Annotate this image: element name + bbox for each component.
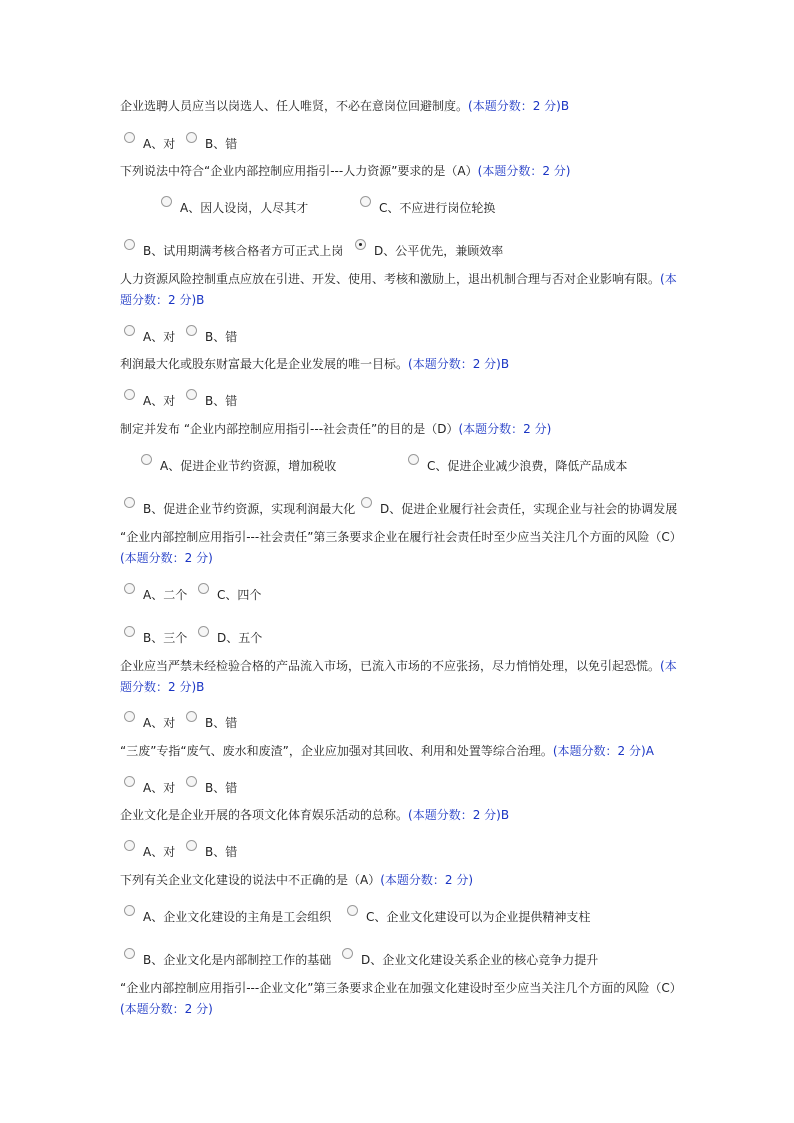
option-q4-a[interactable] — [124, 392, 175, 408]
option-q3-a[interactable] — [124, 328, 175, 344]
option-label: B、错 — [205, 844, 238, 859]
question-text: 下列说法中符合“企业内部控制应用指引---人力资源”要求的是（A） — [120, 164, 478, 178]
radio-icon[interactable] — [342, 948, 353, 959]
radio-icon[interactable] — [124, 325, 135, 336]
question-score: (本题分数：2 分) — [380, 873, 474, 887]
option-label: D、促进企业履行社会责任，实现企业与社会的协调发展 — [380, 501, 678, 516]
question-text: 利润最大化或股东财富最大化是企业发展的唯一目标。 — [120, 357, 409, 371]
question-10 — [120, 870, 680, 891]
option-label: C、促进企业减少浪费，降低产品成本 — [427, 458, 628, 473]
radio-icon[interactable] — [124, 389, 135, 400]
radio-icon[interactable] — [124, 132, 135, 143]
question-4 — [120, 354, 680, 375]
option-q2-d[interactable] — [355, 242, 503, 258]
question-7 — [120, 656, 680, 698]
option-label: C、企业文化建设可以为企业提供精神支柱 — [366, 909, 591, 924]
radio-icon[interactable] — [161, 196, 172, 207]
question-9 — [120, 805, 680, 826]
option-q8-b[interactable] — [186, 779, 237, 795]
question-score: (本题分数：2 分)B — [120, 659, 677, 694]
option-q6-a[interactable] — [124, 586, 187, 602]
option-label: B、促进企业节约资源，实现利润最大化 — [143, 501, 356, 516]
option-label: A、对 — [143, 715, 176, 730]
option-q9-a[interactable] — [124, 843, 175, 859]
question-score: (本题分数：2 分)B — [408, 357, 510, 371]
option-label: B、错 — [205, 329, 238, 344]
option-q8-a[interactable] — [124, 779, 175, 795]
option-q5-a[interactable] — [141, 457, 336, 473]
radio-icon[interactable] — [361, 497, 372, 508]
radio-icon[interactable] — [198, 583, 209, 594]
radio-icon[interactable] — [360, 196, 371, 207]
radio-icon[interactable] — [186, 776, 197, 787]
radio-icon[interactable] — [347, 905, 358, 916]
question-text: “企业内部控制应用指引---社会责任”第三条要求企业在履行社会责任时至少应当关注几个方面的风险（C） — [120, 530, 682, 544]
option-q4-b[interactable] — [186, 392, 237, 408]
option-q6-d[interactable] — [198, 629, 262, 645]
option-label: A、对 — [143, 329, 176, 344]
option-q9-b[interactable] — [186, 843, 237, 859]
option-label: C、不应进行岗位轮换 — [379, 200, 496, 215]
radio-icon[interactable] — [186, 840, 197, 851]
radio-selected-icon[interactable] — [355, 239, 366, 250]
radio-icon[interactable] — [124, 776, 135, 787]
question-text: 人力资源风险控制重点应放在引进、开发、使用、考核和激励上，退出机制合理与否对企业影响有限。 — [120, 272, 661, 286]
option-label: B、企业文化是内部制控工作的基础 — [143, 952, 332, 967]
question-score: (本题分数：2 分) — [477, 164, 571, 178]
option-q10-c[interactable] — [347, 908, 590, 924]
option-label: B、错 — [205, 715, 238, 730]
radio-icon[interactable] — [198, 626, 209, 637]
radio-icon[interactable] — [186, 325, 197, 336]
question-11 — [120, 978, 680, 1020]
option-q5-d[interactable] — [361, 500, 677, 516]
option-q5-b[interactable] — [124, 500, 355, 516]
radio-icon[interactable] — [186, 389, 197, 400]
option-label: D、公平优先，兼顾效率 — [374, 243, 504, 258]
option-label: A、对 — [143, 136, 176, 151]
question-score: (本题分数：2 分) — [458, 422, 552, 436]
option-q6-c[interactable] — [198, 586, 261, 602]
question-score: (本题分数：2 分)B — [468, 99, 570, 113]
question-3 — [120, 269, 680, 311]
option-label: C、四个 — [217, 587, 262, 602]
radio-icon[interactable] — [408, 454, 419, 465]
radio-icon[interactable] — [124, 583, 135, 594]
option-label: A、二个 — [143, 587, 188, 602]
option-q7-b[interactable] — [186, 714, 237, 730]
question-6 — [120, 527, 680, 569]
option-q2-c[interactable] — [360, 199, 495, 215]
option-label: B、错 — [205, 393, 238, 408]
question-text: 企业文化是企业开展的各项文化体育娱乐活动的总称。 — [120, 808, 409, 822]
radio-icon[interactable] — [124, 905, 135, 916]
option-label: B、三个 — [143, 630, 188, 645]
option-label: D、五个 — [217, 630, 263, 645]
option-q1-a[interactable] — [124, 135, 175, 151]
option-q6-b[interactable] — [124, 629, 187, 645]
question-score: (本题分数：2 分) — [120, 1002, 213, 1016]
option-label: A、对 — [143, 393, 176, 408]
radio-icon[interactable] — [186, 711, 197, 722]
option-label: B、错 — [205, 780, 238, 795]
question-text: “企业内部控制应用指引---企业文化”第三条要求企业在加强文化建设时至少应当关注几个方面的风险（C） — [120, 981, 682, 995]
question-1 — [120, 96, 680, 117]
option-q10-a[interactable] — [124, 908, 331, 924]
question-score: (本题分数：2 分)B — [408, 808, 510, 822]
radio-icon[interactable] — [124, 948, 135, 959]
option-label: A、促进企业节约资源，增加税收 — [160, 458, 337, 473]
radio-icon[interactable] — [124, 239, 135, 250]
option-q5-c[interactable] — [408, 457, 627, 473]
option-label: B、错 — [205, 136, 238, 151]
radio-icon[interactable] — [124, 626, 135, 637]
question-5 — [120, 419, 680, 440]
question-text: 下列有关企业文化建设的说法中不正确的是（A） — [120, 873, 381, 887]
radio-icon[interactable] — [124, 497, 135, 508]
question-text: 企业选聘人员应当以岗选人、任人唯贤，不必在意岗位回避制度。 — [120, 99, 469, 113]
question-score: (本题分数：2 分) — [120, 551, 213, 565]
option-q10-d[interactable] — [342, 951, 598, 967]
option-q7-a[interactable] — [124, 714, 175, 730]
option-q1-b[interactable] — [186, 135, 237, 151]
radio-icon[interactable] — [186, 132, 197, 143]
question-2 — [120, 161, 680, 182]
option-label: A、因人设岗，人尽其才 — [180, 200, 309, 215]
option-q10-b[interactable] — [124, 951, 331, 967]
question-score: (本题分数：2 分)B — [120, 272, 677, 307]
option-label: D、企业文化建设关系企业的核心竞争力提升 — [361, 952, 599, 967]
radio-icon[interactable] — [141, 454, 152, 465]
question-text: 制定并发布 “企业内部控制应用指引---社会责任”的目的是（D） — [120, 422, 459, 436]
option-q3-b[interactable] — [186, 328, 237, 344]
option-label: A、企业文化建设的主角是工会组织 — [143, 909, 332, 924]
option-q2-a[interactable] — [161, 199, 308, 215]
question-text: “三废”专指“废气、废水和废渣”，企业应加强对其回收、利用和处置等综合治理。 — [120, 744, 553, 758]
option-label: A、对 — [143, 844, 176, 859]
radio-icon[interactable] — [124, 840, 135, 851]
question-8 — [120, 741, 680, 762]
option-label: A、对 — [143, 780, 176, 795]
option-label: B、试用期满考核合格者方可正式上岗 — [143, 243, 344, 258]
question-text: 企业应当严禁未经检验合格的产品流入市场，已流入市场的不应张扬，尽力悄悄处理，以免引起恐慌。 — [120, 659, 661, 673]
option-q2-b[interactable] — [124, 242, 343, 258]
radio-icon[interactable] — [124, 711, 135, 722]
question-score: (本题分数：2 分)A — [552, 744, 654, 758]
